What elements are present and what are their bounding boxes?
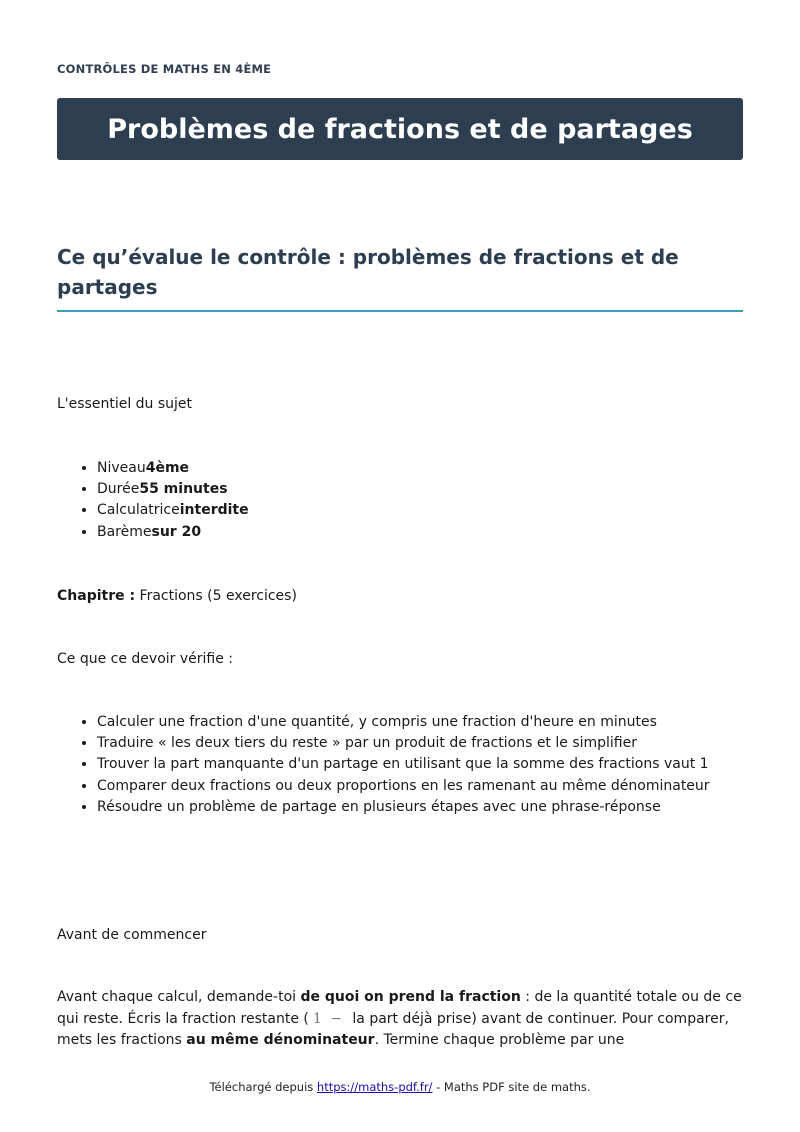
list-item: • Calculatriceinterdite xyxy=(97,500,249,521)
avant-paragraph: Avant chaque calcul, demande-toi de quoi on prend la fraction : de la quantité totale ou de ce qui reste. Écris la fraction restante ( 1 − la part déjà prise) avant de continuer. Pour comparer, mets les fractions au même dénominateur. Termine chaque problème par une xyxy=(57,989,742,1048)
list-item: • Durée55 minutes xyxy=(97,479,249,500)
list-item: • Comparer deux fractions ou deux proportions en les ramenant au même dénominateur xyxy=(97,776,710,797)
avant-heading: Avant de commencer xyxy=(57,927,207,943)
chapitre-line xyxy=(57,586,297,607)
essentiel-list xyxy=(75,458,249,543)
chapitre-label: Chapitre : xyxy=(57,588,136,604)
list-item: • Barèmesur 20 xyxy=(97,522,249,543)
list-item: • Niveau4ème xyxy=(97,458,249,479)
fraction-formula: 1 − xyxy=(312,1010,344,1027)
page-footer: Téléchargé depuis https://maths-pdf.fr/ - Maths PDF site de maths. xyxy=(209,1080,591,1094)
verifie-heading: Ce que ce devoir vérifie : xyxy=(57,651,234,667)
chapitre-value: Fractions (5 exercices) xyxy=(139,588,297,604)
title-banner xyxy=(57,98,743,160)
list-item: • Traduire « les deux tiers du reste » par un produit de fractions et le simplifier xyxy=(97,733,710,754)
page-title: Problèmes de fractions et de partages xyxy=(107,113,693,145)
verifie-list xyxy=(75,712,710,818)
document-kicker: CONTRÔLES DE MATHS EN 4ÈME xyxy=(57,62,272,76)
section-title: Ce qu’évalue le contrôle : problèmes de fractions et de partages xyxy=(57,242,743,312)
list-item: • Résoudre un problème de partage en plusieurs étapes avec une phrase-réponse xyxy=(97,797,710,818)
list-item: • Calculer une fraction d'une quantité, y compris une fraction d'heure en minutes xyxy=(97,712,710,733)
footer-link[interactable]: https://maths-pdf.fr/ xyxy=(316,1080,433,1094)
essentiel-heading: L'essentiel du sujet xyxy=(57,396,193,412)
list-item: • Trouver la part manquante d'un partage en utilisant que la somme des fractions vaut 1 xyxy=(97,754,710,775)
